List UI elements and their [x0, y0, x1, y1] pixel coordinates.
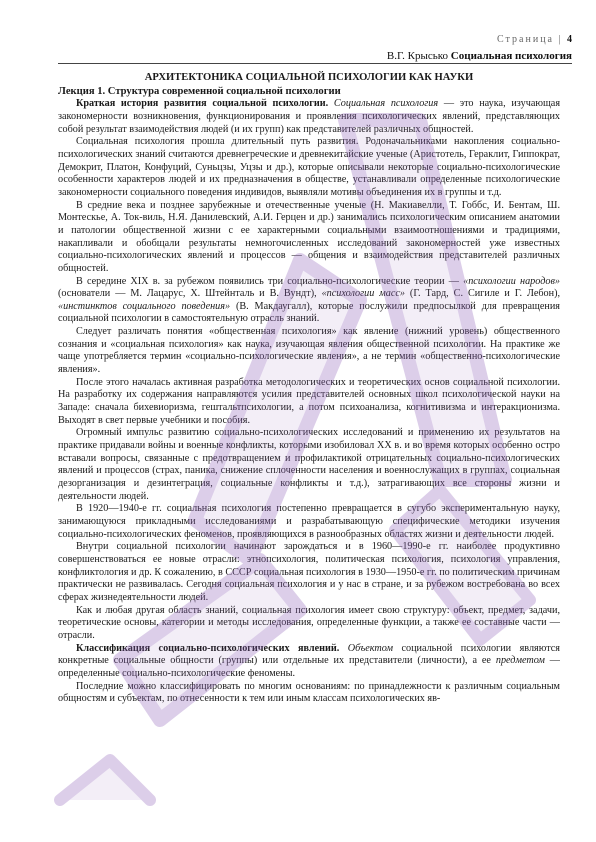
paragraph-1: Краткая история развития социальной психологии. Социальная психология — это наука, изучающая закономерности возникновения, функционирования и проявления психологических явлений, представляющих собой результат взаимодействия людей (и их групп) как представителей различных общностей.: [58, 98, 561, 135]
header-divider: [58, 63, 572, 64]
section-heading-classification: Классификация социально-психологических явлений.: [76, 642, 340, 654]
page-number-label: Страница | 4: [497, 34, 572, 45]
document-body: [58, 72, 560, 706]
paragraph-2: Социальная психология прошла длительный путь развития. Родоначальниками накопления социально-психологических знаний считаются древнегреческие и древнекитайские ученые (Аристотель, Гераклит, Гиппократ, Демокрит, Платон, Конфуций, Суньцзы, Уцзы и др.), которые описывали некоторые социально-психологические особенности характеров людей и их предназначения в обществе, устанавливали определенные психологические закономерности социального поведения индивидов, выявляли мотивы объединения их в группы и т.д.: [58, 136, 560, 198]
paragraph-3: В средние века и позднее зарубежные и отечественные ученые (Н. Макиавелли, Т. Гоббс, И. Бентам, Ш. Монтескье, А. Ток-виль, Н.Я. Данилевский, А.И. Герцен и др.) занимались психологическим описанием анатомии и патологии общественной жизни с ее характерными социальными взаимоотношениями и традициями, накапливали и обобщали результаты немногочисленных исследований закономерностей уже известных социально-психологических явлений и процессов — общения и взаимодействия представителей различных общностей.: [58, 199, 560, 274]
paragraph-7: Огромный импульс развитию социально-психологических исследований и применению их результатов на практике придавали войны и военные конфликты, которыми изобиловал XX в. и во время которых особенно остро вставали вопросы, связанные с предотвращением и профилактикой отрицательных социально-психологических явлений и процессов (страх, паника, снижение сплоченности населения и военнослужащих в группах, социальная дезорганизация и дезинтеграция, социальные конфликты и т.д.), затрагивающих все стороны жизни и деятельности людей.: [58, 427, 560, 502]
author-name: В.Г. Крысько: [386, 50, 449, 62]
paragraph-8: В 1920—1940-е гг. социальная психология постепенно превращается в сугубо экспериментальную науку, занимающуюся прикладными исследованиями и разрабатывающую специфические методики изучения социально-психологических феноменов, проявляющихся в разнообразных областях жизни и деятельности людей.: [58, 503, 560, 540]
page-label: Страница: [497, 34, 554, 45]
term-social-psychology: Социальная психология: [333, 98, 439, 110]
page-number: 4: [567, 34, 572, 45]
running-header: [387, 50, 572, 62]
paragraph-11: Классификация социально-психологических явлений. Объектом социальной психологии являются конкретные социальные общности (группы) или отдельные их представители (личности), а ее предметом — определенные социально-психологические феномены.: [58, 642, 560, 679]
lecture-heading: Лекция 1. Структура современной социальной психологии: [58, 85, 341, 97]
section-heading-history: Краткая история развития социальной психологии.: [76, 98, 329, 110]
paragraph-10: Как и любая другая область знаний, социальная психология имеет свою структуру: объект, предмет, задачи, теоретические основы, категории и методы исследования, определенные функции, а также ее составные части — отрасли.: [58, 604, 560, 641]
paragraph-12: Последние можно классифицировать по многим основаниям: по принадлежности к различным социальным общностям и субъектам, по отнесенности к тем или иным классам психологических яв-: [58, 680, 560, 705]
paragraph-9: Внутри социальной психологии начинают зарождаться и в 1960—1990-е гг. наиболее продуктивно совершенствоваться ее новые отрасли: этнопсихология, политическая психология, психология управления, конфликтология и др. К сожалению, в СССР социальная психология в 1930—1950-е гг. по политическим причинам практически не развивалась. Сегодня социальная психология и у нас в стране, и за рубежом востребована во всех сферах жизнедеятельности людей.: [58, 541, 560, 603]
book-subject: Социальная психология: [450, 50, 572, 62]
paragraph-4: В середине XIX в. за рубежом появились три социально-психологические теории — «психологии народов» (основатели — М. Лацарус, Х. Штейнталь и В. Вундт), «психологии масс» (Г. Тард, С. Сигиле и Г. Лебон), «инстинктов социального поведения» (В. Макдаугалл), которые послужили предпосылкой для превращения социальной психологии в самостоятельную отрасль знаний.: [58, 275, 561, 325]
page-title: АРХИТЕКТОНИКА СОЦИАЛЬНОЙ ПСИХОЛОГИИ КАК НАУКИ: [144, 72, 474, 83]
paragraph-5: Следует различать понятия «общественная психология» как явление (нижний уровень) общественного сознания и «социальная психология» как наука, изучающая явления общественной психологии. На практике же чаще употребляется термин «социально-психологические явления», а не термин «общественно-психологические явления».: [58, 326, 560, 376]
paragraph-6: После этого началась активная разработка методологических и теоретических основ социальной психологии. На разработку их содержания направляются усилия представителей основных школ психологической науки на Западе: сначала бихевиоризма, гештальтпсихологии, а потом психоанализа, когнитивизма и интеракционизма. Выходят в свет первые учебники и пособия.: [58, 376, 560, 426]
page-header: [0, 0, 596, 70]
